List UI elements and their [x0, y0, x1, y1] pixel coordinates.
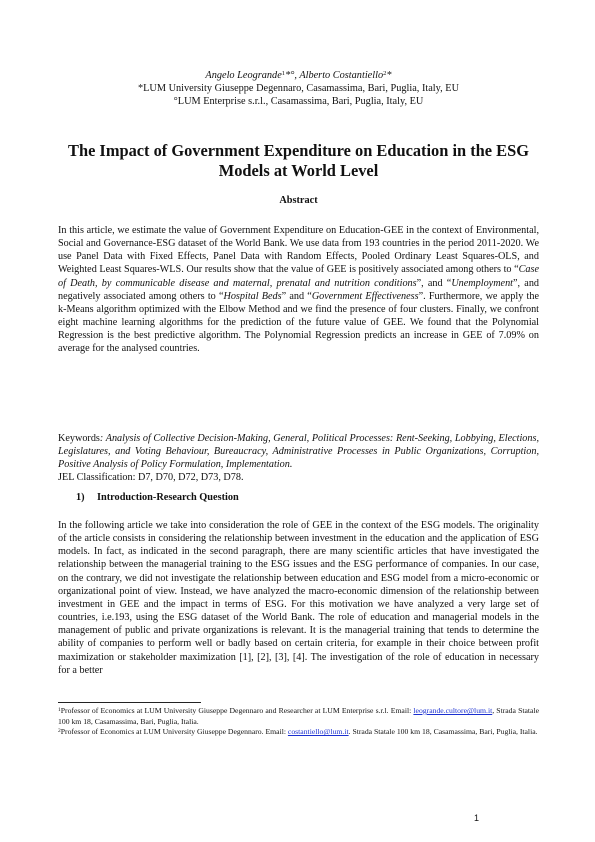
footnote-1-text: Professor of Economics at LUM University Giuseppe Degennaro and Researcher at LUM Enterprise s.r.l. Email: — [60, 706, 414, 715]
section-number: 1) — [76, 492, 85, 503]
footnote-2 — [58, 727, 539, 738]
body-paragraph: In the following article we take into consideration the role of GEE in the context of the ESG models. The originality of the article consists in considering the relationship between investment in the education and the application of ESG models. In fact, as indicated in the second paragraph, there are many scientific articles that have investigated the relationship between the managerial training to the ESG issues and the ESG performance of companies. In our case, on the contrary, we did not investigate the relationship between education and ESG model from a micro-economic or organizational point of view. Instead, we have analyzed the macro-economic dimension of the relationship between investment in GEE and the impact in terms of ESG. For this motivation we have analyzed a very large set of countries, i.e.193, using the ESG dataset of the World Bank. The role of education and managerial models in the management of public and private organizations is relevant. It is the managerial training that tends to determine the ability of companies to perform well or badly based on certain criteria, for example in their choice between profit maximization or stakeholder maximization [1], [2], [3], [4]. The investigation of the role of education in necessary for a better — [58, 520, 539, 676]
footnote-separator — [58, 702, 201, 703]
footnote-1-email-link[interactable]: leogrande.cultore@lum.it — [413, 706, 493, 715]
author-1: Angelo Leogrande — [205, 70, 282, 81]
footnotes — [58, 706, 539, 738]
abstract-text — [58, 224, 539, 356]
jel-classification: JEL Classification: D7, D70, D72, D73, D78. — [58, 472, 244, 483]
abstract-part: ”. Furthermore, we apply the k-Means algorithm optimized with the Elbow Method and we find the presence of four clusters. Finally, we confront eight machine learning algorithms for the prediction of the future value of GEE. We found that the Polynomial Regression is the best predictive algorithm. The Polynomial Regression predicts an increase in GEE of 7.09% on average for the analysed countries. — [58, 290, 539, 355]
author-separator: , — [294, 70, 300, 81]
abstract-part: ”, and negatively associated among others to “ — [58, 277, 540, 302]
affiliation-2: °LUM Enterprise s.r.l., Casamassima, Bari, Puglia, Italy, EU — [173, 96, 424, 107]
footnote-1-address: , Strada Statale 100 km 18, Casamassima, Bari, Puglia, Italia. — [58, 706, 539, 726]
abstract-part: ”, and “ — [416, 277, 452, 289]
section-title: Introduction-Research Question — [97, 492, 239, 503]
footnote-2-mark: 2 — [58, 728, 61, 735]
keywords-list: Analysis of Collective Decision-Making, General, Political Processes: Rent-Seeking, Lobbying, Elections, Legislatures, and Voting Behaviour, Bureaucracy, Administrative Processes in Public Organizations, Corruption, Positive Analysis of Policy Formulation, Implementation. — [58, 433, 539, 471]
affiliation-1: *LUM University Giuseppe Degennaro, Casamassima, Bari, Puglia, Italy, EU — [137, 83, 460, 94]
footnote-2-email-link[interactable]: costantiello@lum.it — [287, 727, 349, 737]
author-1-affiliation-marks: *° — [285, 70, 295, 81]
author-block — [58, 69, 539, 108]
footnote-1-mark: 1 — [58, 707, 61, 713]
abstract-emphasis: Unemployment — [451, 277, 514, 289]
footnote-2-text: Professor of Economics at LUM University Giuseppe Degennaro. Email: — [60, 727, 288, 737]
author-2-affiliation-marks: * — [386, 70, 392, 81]
keywords-label: Keywords — [58, 433, 100, 444]
author-names — [58, 69, 539, 82]
abstract-emphasis: Hospital Beds — [223, 290, 282, 302]
page-number: 1 — [474, 813, 480, 823]
abstract-emphasis: Government Effectiveness — [311, 290, 419, 302]
abstract-part: ” and “ — [281, 290, 312, 302]
author-2: Alberto Costantiello — [299, 70, 384, 81]
footnote-2-address: . Strada Statale 100 km 18, Casamassima, Bari, Puglia, Italia. — [348, 727, 538, 737]
keywords — [58, 432, 539, 472]
author-1-footnote-mark: 1 — [281, 70, 286, 77]
paper-title: The Impact of Government Expenditure on Education in the ESG Models at World Level — [68, 141, 529, 180]
author-2-footnote-mark: 2 — [383, 70, 387, 77]
footnote-1 — [58, 706, 539, 727]
abstract-part: In this article, we estimate the value of Government Expenditure on Education-GEE in the context of Environmental, Social and Governance-ESG dataset of the World Bank. We use data from 193 countries in the period 2011-2020. We use Panel Data with Fixed Effects, Panel Data with Random Effects, Pooled Ordinary Least Squares-OLS, and Weighted Least Squares-WLS. Our results show that the value of GEE is positively associated among others to “ — [58, 225, 539, 276]
section-heading — [76, 492, 239, 503]
abstract-emphasis: Case of Death, by communicable disease and maternal, prenatal and nutrition conditions — [58, 264, 539, 289]
keywords-colon: : — [99, 433, 106, 444]
abstract-heading: Abstract — [279, 195, 318, 206]
